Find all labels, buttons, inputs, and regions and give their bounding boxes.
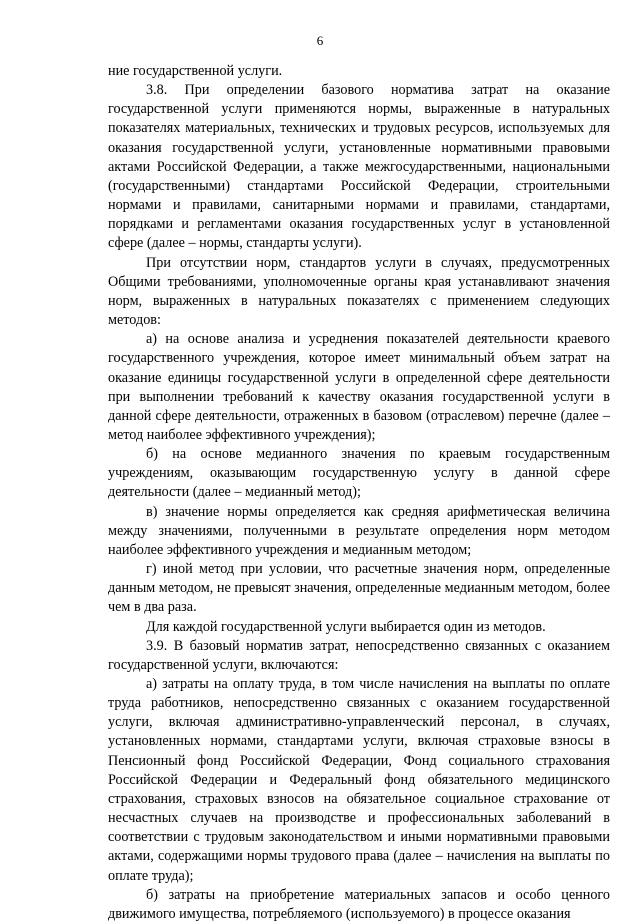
paragraph-cost-a: а) затраты на оплату труда, в том числе начисления на выплаты по оплате труда работников, непосредственно связанных с оказанием государственной услуги, включая административно-управленческий персонал, в случаях, установленных нормами, стандартами услуги, включая страховые взносы в Пенсионный фонд Российской Федерации, Фонд социального страхования Российской Федерации и Федеральный фонд обязательного медицинского страхования, страховых взносов на обязательное социальное страхование от несчастных случаев на производстве и профессиональных заболеваний в соответствии с трудовым законодательством и иными нормативными правовыми актами, содержащими нормы трудового права (далее – начисления на выплаты по оплате труда); — [108, 676, 610, 884]
paragraph-no-norms: При отсутствии норм, стандартов услуги в случаях, предусмотренных Общими требованиями, уполномоченные органы края устанавливают значения норм, выраженных в натуральных показателях с применением следующих методов: — [108, 254, 610, 329]
paragraph-cost-b: б) затраты на приобретение материальных запасов и особо ценного движимого имущества, потребляемого (используемого) в процессе оказания — [108, 886, 610, 922]
paragraph-method-b: б) на основе медианного значения по краевым государственным учреждениям, оказывающим государственную услугу в данной сфере деятельности (далее – медианный метод); — [108, 446, 610, 501]
paragraph-method-v: в) значение нормы определяется как средняя арифметическая величина между значениями, полученными в результате определения норм методом наиболее эффективного учреждения и медианным методом; — [108, 503, 610, 558]
paragraph-3-9: 3.9. В базовый норматив затрат, непосредственно связанных с оказанием государственной услуги, включаются: — [108, 637, 610, 673]
paragraph-continuation: ние государственной услуги. — [108, 63, 283, 79]
paragraph-method-a: а) на основе анализа и усреднения показателей деятельности краевого государственного учреждения, которое имеет минимальный объем затрат на оказание единицы государственной услуги в определенной сфере деятельности при выполнении требований к качеству оказания государственной услуги в данной сфере деятельности, отраженных в базовом (отраслевом) перечне (далее – метод наиболее эффективного учреждения); — [108, 331, 610, 443]
page-number: 6 — [316, 33, 324, 48]
document-body — [108, 62, 610, 924]
paragraph-method-choice: Для каждой государственной услуги выбирается один из методов. — [146, 618, 546, 635]
paragraph-3-8: 3.8. При определении базового норматива затрат на оказание государственной услуги применяются нормы, выраженные в натуральных показателях материальных, технических и трудовых ресурсов, используемых для оказания государственной услуги, установленные нормативными правовыми актами Российской Федерации, а также межгосударственными, национальными (государственными) стандартами Российской Федерации, строительными нормами и правилами, санитарными нормами и правилами, стандартами, порядками и регламентами оказания государственных услуг в установленной сфере (далее – нормы, стандарты услуги). — [108, 82, 610, 252]
paragraph-method-g: г) иной метод при условии, что расчетные значения норм, определенные данным методом, не превысят значения, определенные медианным методом, более чем в два раза. — [108, 561, 610, 616]
